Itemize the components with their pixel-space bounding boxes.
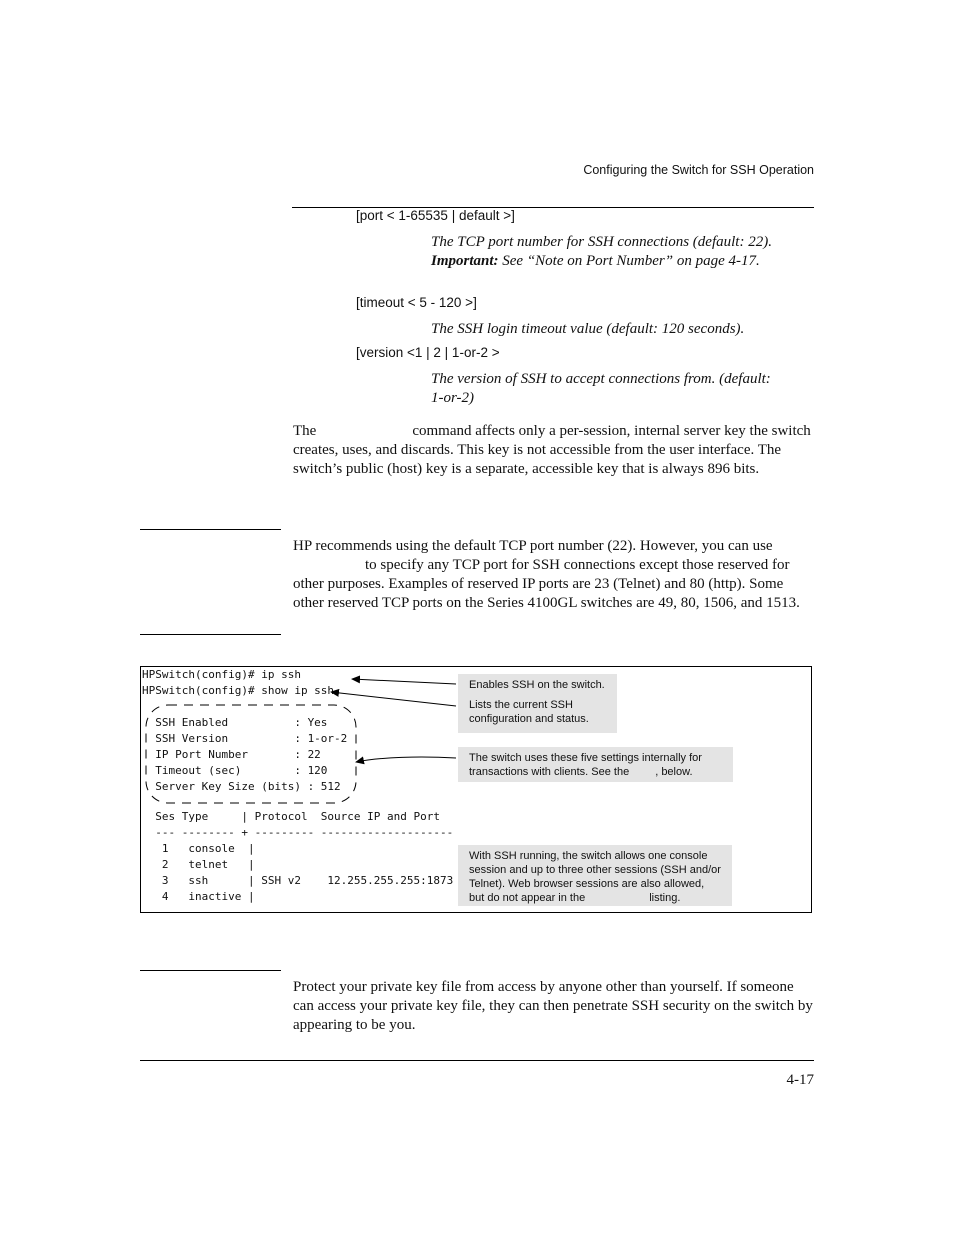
param-port-desc-a: The TCP port number for SSH connections (default: 22). <box>431 234 772 250</box>
cli-session-row: 3 ssh | SSH v2 12.255.255.255:1873 <box>142 874 454 887</box>
param-version-syntax: [version <1 | 2 | 1-or-2 > <box>356 345 500 360</box>
callout-settings-b: , below. <box>655 766 693 778</box>
cli-session-row: 1 console | <box>142 842 255 855</box>
cli-session-row: 2 telnet | <box>142 858 255 871</box>
running-head: Configuring the Switch for SSH Operation <box>583 163 814 177</box>
footer-rule <box>140 1060 814 1061</box>
port-note-part2: to specify any TCP port for SSH connections except those reserved for other purposes. Examples of reserved IP ports are 23 (Telnet) and 80 (http). Some other reserved TCP ports on the Series 4100GL switches are 49, 80, 1506, and 1513. <box>293 557 800 611</box>
cli-session-row: 4 inactive | <box>142 890 255 903</box>
param-timeout-syntax: [timeout < 5 - 120 >] <box>356 295 477 310</box>
param-version-desc: The version of SSH to accept connections from. (default: 1-or-2) <box>431 371 771 406</box>
arrow-settings <box>356 757 456 762</box>
param-port-important: Important: <box>431 253 499 269</box>
callout-show-text: Lists the current SSH configuration and status. <box>469 699 589 725</box>
cli-ssh-version: SSH Version : 1-or-2 <box>142 732 348 745</box>
cli-session-divider: --- -------- + --------- -------------------- <box>142 826 454 839</box>
key-paragraph-lead: The <box>293 423 317 439</box>
cli-ip-port-number: IP Port Number : 22 <box>142 748 321 761</box>
cli-server-key-size: Server Key Size (bits) : 512 <box>142 780 341 793</box>
param-timeout-desc: The SSH login timeout value (default: 120 seconds). <box>431 321 745 337</box>
caution-rule <box>140 970 281 971</box>
callout-settings <box>458 747 733 782</box>
param-port-desc-b: See “Note on Port Number” on page 4-17. <box>498 253 760 269</box>
param-port-syntax: [port < 1-65535 | default >] <box>356 208 515 223</box>
cli-timeout: Timeout (sec) : 120 <box>142 764 328 777</box>
callout-ssh-commands <box>458 674 617 733</box>
cli-command-show-ip-ssh: HPSwitch(config)# show ip ssh <box>142 684 335 697</box>
arrow-show <box>331 692 456 706</box>
port-note-part1: HP recommends using the default TCP port number (22). However, you can use <box>293 538 773 554</box>
callout-sessions-b: listing. <box>649 892 681 904</box>
page-number: 4-17 <box>786 1072 814 1088</box>
cli-ssh-enabled: SSH Enabled : Yes <box>142 716 328 729</box>
callout-sessions <box>458 845 732 906</box>
settings-highlight-outline <box>146 705 356 803</box>
callout-sessions-a: With SSH running, the switch allows one console session and up to three other sessions (SSH and/or Telnet). Web browser sessions are also allowed, but do not appear in the <box>469 850 721 904</box>
arrow-enable <box>352 679 456 684</box>
cli-session-header: Ses Type | Protocol Source IP and Port <box>142 810 441 823</box>
callout-settings-a: The switch uses these five settings internally for transactions with clients. See the <box>469 752 702 778</box>
key-paragraph-rest: command affects only a per-session, internal server key the switch creates, uses, and discards. This key is not accessible from the user interface. The switch’s public (host) key is a separate, accessible key that is always 896 bits. <box>293 423 811 477</box>
caution-paragraph: Protect your private key file from access by anyone other than yourself. If someone can access your private key file, they can then penetrate SSH security on the switch by appearing to be you. <box>293 979 813 1033</box>
callout-enable-text: Enables SSH on the switch. <box>469 679 605 691</box>
cli-command-ip-ssh: HPSwitch(config)# ip ssh <box>142 668 301 681</box>
